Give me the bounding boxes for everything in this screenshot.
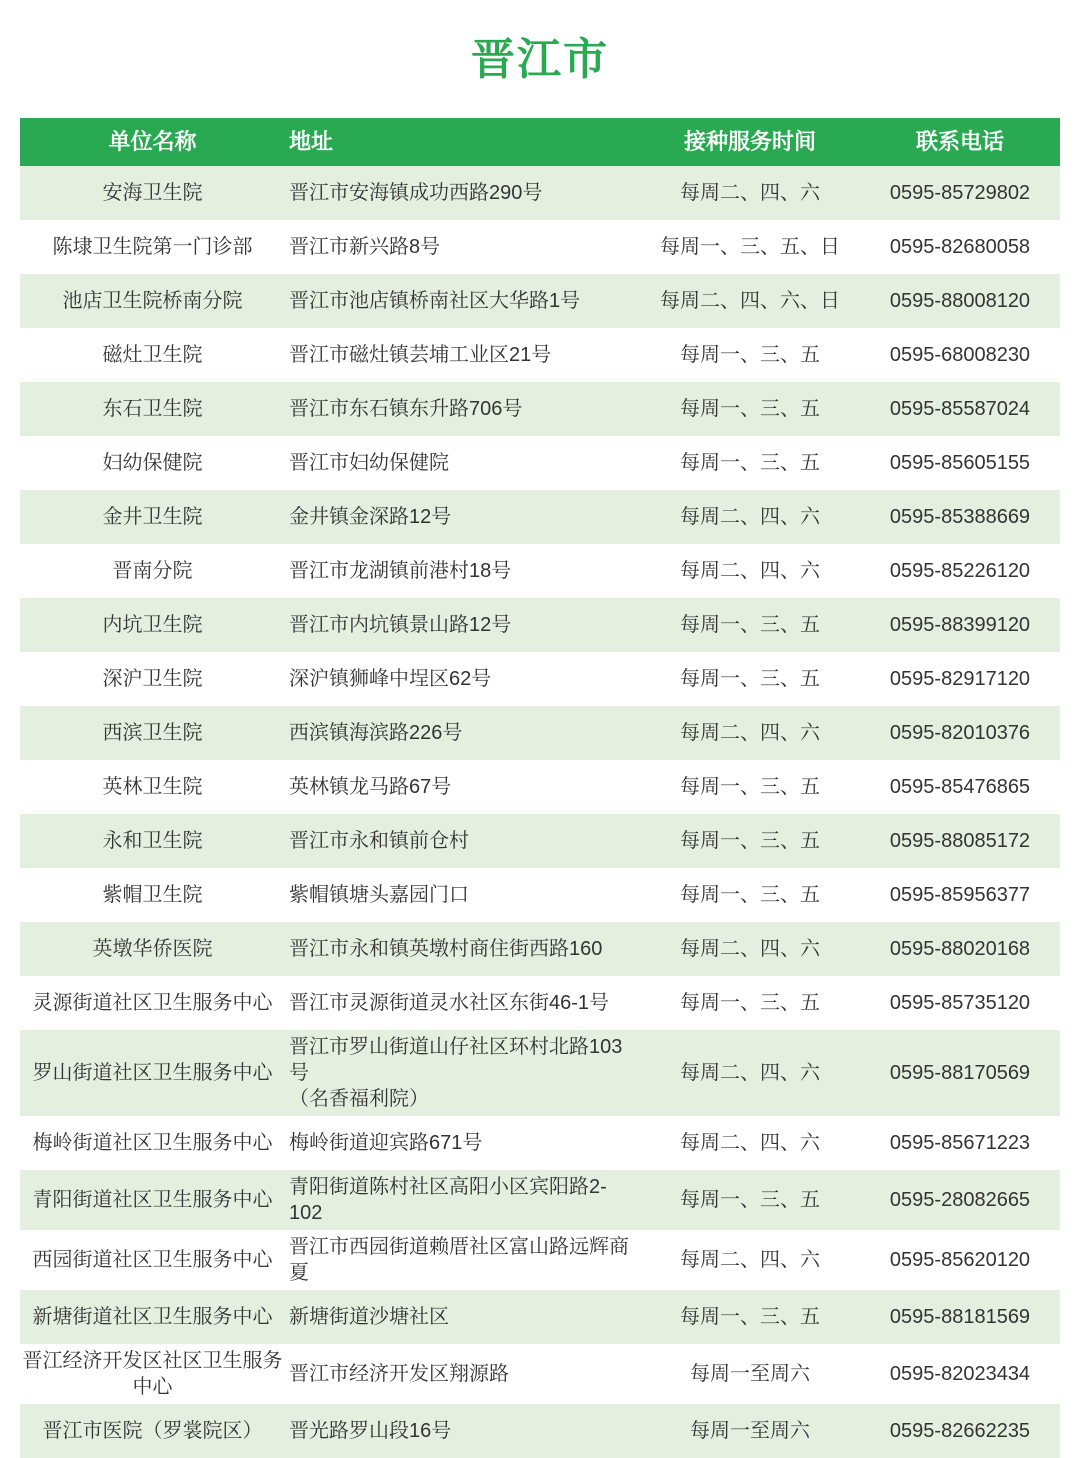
table-row [20, 1170, 1060, 1230]
address-line2: （名香福利院） [289, 1088, 429, 1110]
address-cell: 深沪镇狮峰中埕区62号 [289, 668, 492, 690]
phone-cell: 0595-88399120 [889, 614, 1031, 636]
phone-cell: 0595-85735120 [889, 992, 1031, 1014]
table-row [20, 1116, 1060, 1170]
table-row [20, 436, 1060, 490]
table-row [20, 922, 1060, 976]
unit-name-cell: 深沪卫生院 [102, 668, 203, 690]
service-time-cell: 每周一至周六 [690, 1363, 810, 1385]
phone-cell: 0595-82680058 [889, 236, 1031, 258]
table-row [20, 706, 1060, 760]
service-time-cell: 每周一、三、五 [680, 668, 820, 690]
phone-cell: 0595-88020168 [889, 938, 1031, 960]
table-header-row [20, 118, 1060, 166]
address-cell: 晋江市西园街道赖厝社区富山路远辉商夏 [289, 1236, 629, 1284]
unit-name-cell: 梅岭街道社区卫生服务中心 [32, 1132, 273, 1154]
service-time-cell: 每周一、三、五 [680, 884, 820, 906]
unit-name-cell: 青阳街道社区卫生服务中心 [32, 1189, 273, 1211]
address-cell: 新塘街道沙塘社区 [289, 1306, 449, 1328]
unit-name-cell: 英墩华侨医院 [92, 938, 213, 960]
address-cell: 青阳街道陈村社区高阳小区宾阳路2-102 [289, 1176, 607, 1224]
unit-name-cell: 内坑卫生院 [102, 614, 203, 636]
phone-cell: 0595-85605155 [889, 452, 1031, 474]
phone-cell: 0595-28082665 [889, 1189, 1031, 1211]
table-row [20, 1344, 1060, 1404]
service-time-cell: 每周一、三、五 [680, 452, 820, 474]
unit-name-cell: 灵源街道社区卫生服务中心 [32, 992, 273, 1014]
address-cell: 晋光路罗山段16号 [289, 1420, 452, 1442]
unit-name-cell: 池店卫生院桥南分院 [62, 290, 243, 312]
service-time-cell: 每周二、四、六、日 [660, 290, 840, 312]
phone-cell: 0595-88008120 [889, 290, 1031, 312]
address-cell: 英林镇龙马路67号 [289, 776, 452, 798]
service-time-cell: 每周一、三、五 [680, 776, 820, 798]
phone-cell: 0595-85729802 [889, 182, 1031, 204]
service-time-cell: 每周二、四、六 [680, 1249, 820, 1271]
unit-name-cell: 陈埭卫生院第一门诊部 [52, 236, 253, 258]
service-time-cell: 每周二、四、六 [680, 1062, 820, 1084]
unit-name-cell: 晋江经济开发区社区卫生服务中心 [22, 1350, 283, 1398]
header-service-time: 接种服务时间 [683, 128, 816, 154]
table-row [20, 598, 1060, 652]
address-cell: 晋江市内坑镇景山路12号 [289, 614, 512, 636]
phone-cell: 0595-85226120 [889, 560, 1031, 582]
table-row [20, 1030, 1060, 1116]
service-time-cell: 每周二、四、六 [680, 506, 820, 528]
phone-cell: 0595-82662235 [889, 1420, 1031, 1442]
table-row [20, 814, 1060, 868]
phone-cell: 0595-85956377 [889, 884, 1031, 906]
phone-cell: 0595-68008230 [889, 344, 1031, 366]
table-row [20, 274, 1060, 328]
service-time-cell: 每周一、三、五、日 [660, 236, 840, 258]
address-cell: 紫帽镇塘头嘉园门口 [289, 884, 469, 906]
phone-cell: 0595-85620120 [889, 1249, 1031, 1271]
header-unit-name: 单位名称 [108, 128, 197, 154]
phone-cell: 0595-85587024 [889, 398, 1031, 420]
table-row [20, 976, 1060, 1030]
address-cell: 晋江市池店镇桥南社区大华路1号 [289, 290, 581, 312]
address-cell: 晋江市罗山街道山仔社区环村北路103号 （名香福利院） [289, 1036, 623, 1110]
table-row [20, 166, 1060, 220]
table-row [20, 652, 1060, 706]
table-row [20, 1230, 1060, 1290]
service-time-cell: 每周二、四、六 [680, 1132, 820, 1154]
service-time-cell: 每周一至周六 [690, 1420, 810, 1442]
unit-name-cell: 英林卫生院 [102, 776, 203, 798]
phone-cell: 0595-88085172 [889, 830, 1031, 852]
service-time-cell: 每周二、四、六 [680, 182, 820, 204]
unit-name-cell: 罗山街道社区卫生服务中心 [32, 1062, 273, 1084]
table-row [20, 382, 1060, 436]
header-address: 地址 [289, 128, 334, 154]
unit-name-cell: 西园街道社区卫生服务中心 [32, 1249, 273, 1271]
table-row [20, 220, 1060, 274]
table-row [20, 544, 1060, 598]
unit-name-cell: 安海卫生院 [102, 182, 203, 204]
address-cell: 西滨镇海滨路226号 [289, 722, 463, 744]
service-time-cell: 每周一、三、五 [680, 830, 820, 852]
vaccination-sites-table [20, 118, 1060, 1458]
address-cell: 晋江市安海镇成功西路290号 [289, 182, 543, 204]
service-time-cell: 每周二、四、六 [680, 938, 820, 960]
address-cell: 晋江市东石镇东升路706号 [289, 398, 523, 420]
service-time-cell: 每周二、四、六 [680, 560, 820, 582]
address-cell: 晋江市磁灶镇芸埔工业区21号 [289, 344, 552, 366]
unit-name-cell: 紫帽卫生院 [102, 884, 203, 906]
header-phone: 联系电话 [915, 128, 1004, 154]
service-time-cell: 每周一、三、五 [680, 398, 820, 420]
page-title: 晋江市 [471, 35, 609, 84]
phone-cell: 0595-88170569 [889, 1062, 1031, 1084]
service-time-cell: 每周一、三、五 [680, 1189, 820, 1211]
phone-cell: 0595-82023434 [889, 1363, 1031, 1385]
table-row [20, 868, 1060, 922]
phone-cell: 0595-85388669 [889, 506, 1031, 528]
table-row [20, 1290, 1060, 1344]
address-cell: 梅岭街道迎宾路671号 [289, 1132, 483, 1154]
address-cell: 晋江市经济开发区翔源路 [289, 1363, 509, 1385]
address-cell: 晋江市龙湖镇前港村18号 [289, 560, 512, 582]
phone-cell: 0595-88181569 [889, 1306, 1031, 1328]
table-row [20, 328, 1060, 382]
unit-name-cell: 妇幼保健院 [102, 452, 203, 474]
unit-name-cell: 金井卫生院 [102, 506, 203, 528]
unit-name-cell: 西滨卫生院 [102, 722, 203, 744]
table-row [20, 490, 1060, 544]
service-time-cell: 每周二、四、六 [680, 722, 820, 744]
address-cell: 晋江市新兴路8号 [289, 236, 441, 258]
address-cell: 晋江市永和镇前仓村 [289, 830, 469, 852]
unit-name-cell: 永和卫生院 [102, 830, 203, 852]
phone-cell: 0595-82010376 [889, 722, 1031, 744]
unit-name-cell: 磁灶卫生院 [102, 344, 203, 366]
address-cell: 金井镇金深路12号 [289, 506, 452, 528]
table-row [20, 760, 1060, 814]
unit-name-cell: 新塘街道社区卫生服务中心 [32, 1306, 273, 1328]
table-row [20, 1404, 1060, 1458]
unit-name-cell: 晋江市医院（罗裳院区） [42, 1420, 263, 1442]
service-time-cell: 每周一、三、五 [680, 1306, 820, 1328]
unit-name-cell: 东石卫生院 [102, 398, 203, 420]
address-cell: 晋江市灵源街道灵水社区东街46-1号 [289, 992, 610, 1014]
service-time-cell: 每周一、三、五 [680, 344, 820, 366]
service-time-cell: 每周一、三、五 [680, 992, 820, 1014]
address-cell: 晋江市妇幼保健院 [289, 452, 449, 474]
phone-cell: 0595-85476865 [889, 776, 1031, 798]
unit-name-cell: 晋南分院 [112, 560, 193, 582]
service-time-cell: 每周一、三、五 [680, 614, 820, 636]
address-cell: 晋江市永和镇英墩村商住街西路160 [289, 938, 603, 960]
table-body [20, 166, 1060, 1458]
phone-cell: 0595-82917120 [889, 668, 1031, 690]
phone-cell: 0595-85671223 [889, 1132, 1031, 1154]
